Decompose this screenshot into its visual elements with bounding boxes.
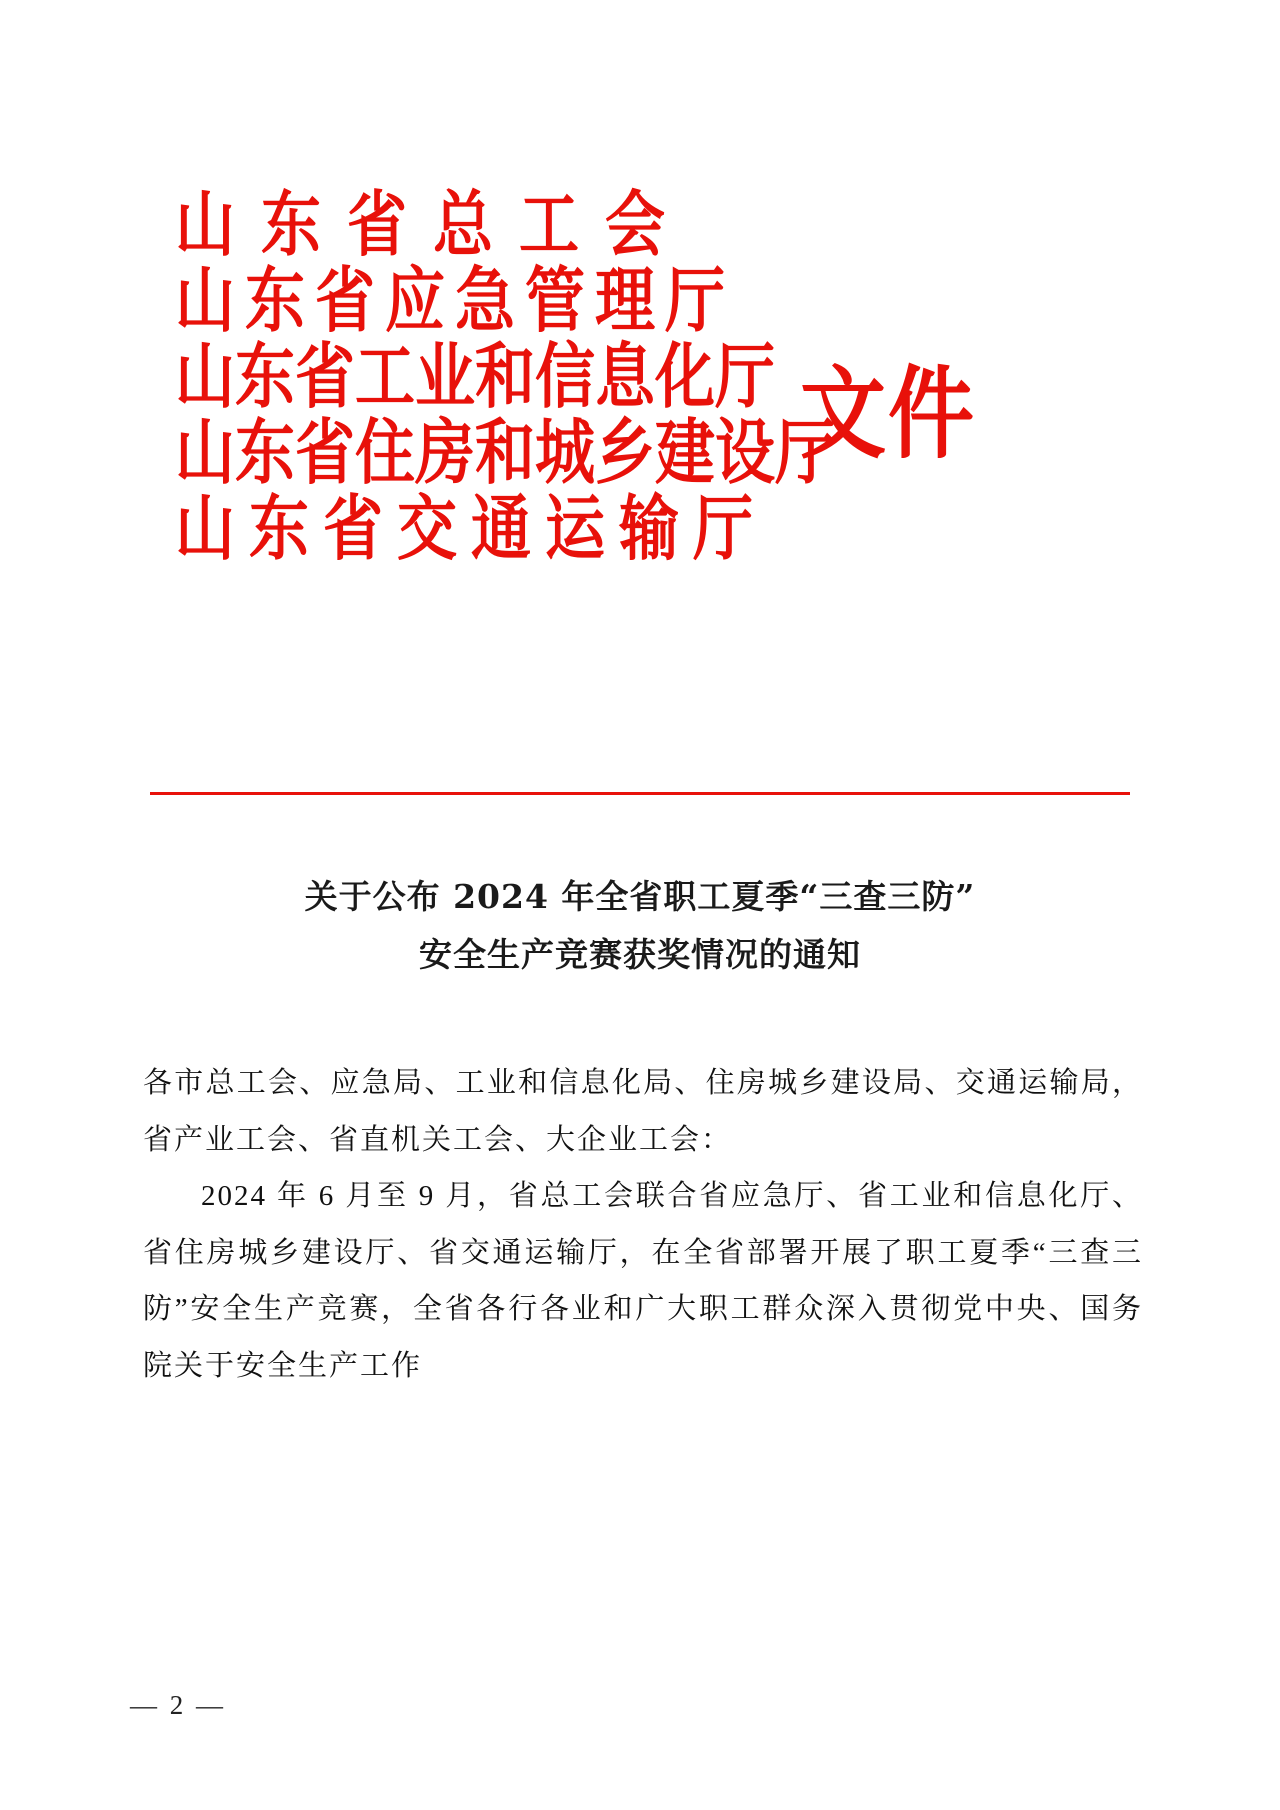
recipients-paragraph: 各市总工会、应急局、工业和信息化局、住房城乡建设局、交通运输局，省产业工会、省直机关工会、大企业工会： xyxy=(143,1067,1143,1156)
document-title-line-1: 关于公布 2024 年全省职工夏季“三查三防” xyxy=(304,877,976,916)
red-separator-rule xyxy=(150,792,1130,795)
document-body xyxy=(143,1055,1143,1394)
document-title xyxy=(150,868,1130,984)
document-title-line-2: 安全生产竞赛获奖情况的通知 xyxy=(419,934,861,974)
letterhead xyxy=(0,184,1280,670)
page-number: — 2 — xyxy=(130,1690,226,1720)
body-paragraph-1: 2024 年 6 月至 9 月，省总工会联合省应急厅、省工业和信息化厅、省住房城乡建设厅、省交通运输厅，在全省部署开展了职工夏季“三查三防”安全生产竞赛，全省各行各业和广大职工群众深入贯彻党中央、国务院关于安全生产工作 xyxy=(143,1180,1143,1382)
issuing-agency-3: 山东省工业和信息化厅 xyxy=(175,336,775,419)
issuing-agencies xyxy=(175,184,895,571)
issuing-agency-2: 山东省应急管理厅 xyxy=(175,260,735,343)
document-keyword: 文件 xyxy=(800,355,976,473)
issuing-agency-5: 山东省交通运输厅 xyxy=(175,488,767,571)
issuing-agency-1: 山东省总工会 xyxy=(175,184,691,267)
issuing-agency-4: 山东省住房和城乡建设厅 xyxy=(175,412,835,495)
